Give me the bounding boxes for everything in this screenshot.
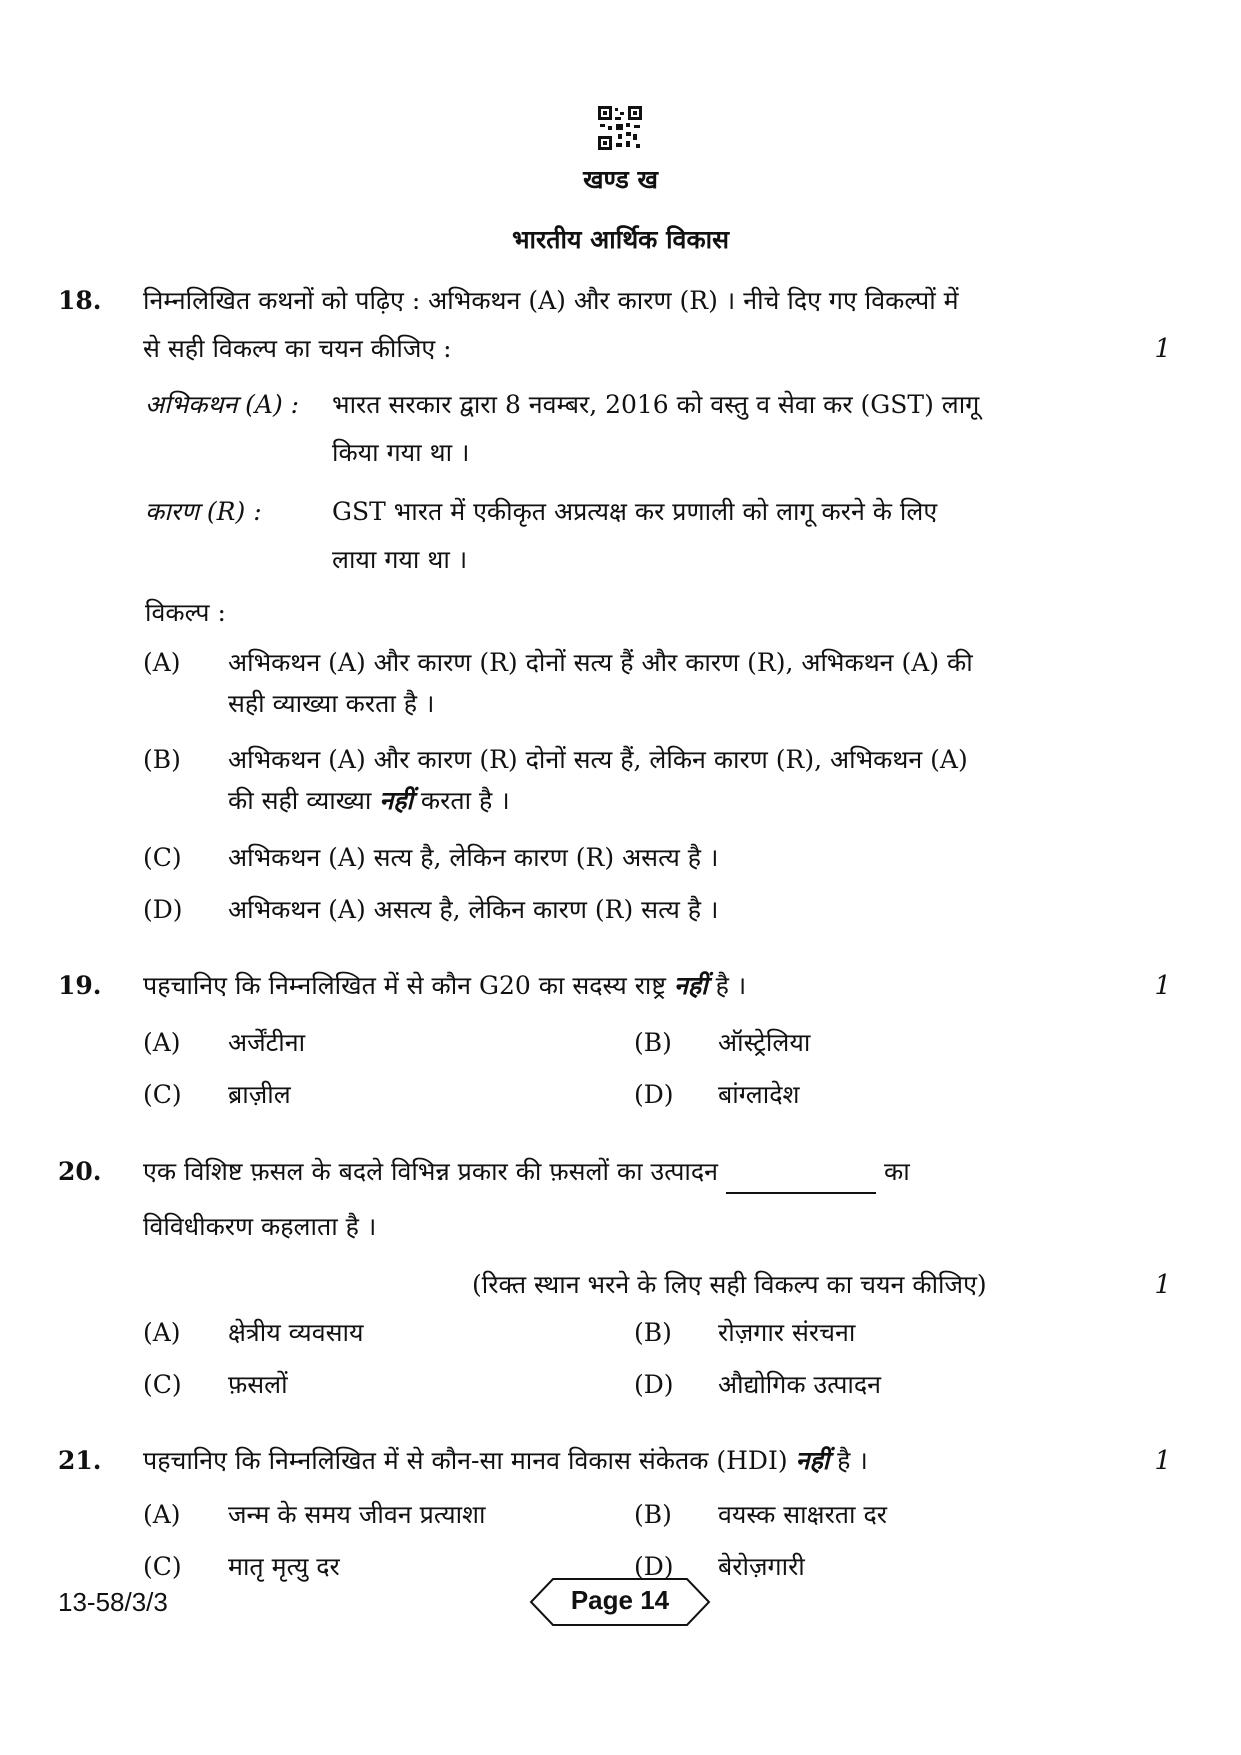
marks: 1: [1154, 1446, 1171, 1476]
question-stem-line1: [143, 1150, 1123, 1194]
question-stem-post: है ।: [837, 1446, 868, 1475]
assertion-label: अभिकथन (A) :: [145, 390, 300, 419]
question-number: 19.: [58, 971, 102, 1000]
fill-blank: [726, 1162, 876, 1194]
option-text: मातृ मृत्यु दर: [228, 1552, 340, 1581]
option-label: (A): [143, 648, 181, 677]
question-number: 21.: [58, 1446, 102, 1475]
option-text-line1: अभिकथन (A) असत्य है, लेकिन कारण (R) सत्य है ।: [228, 895, 719, 924]
option-label: (D): [634, 1552, 674, 1581]
option-text: औद्योगिक उत्पादन: [718, 1370, 882, 1399]
option-text-line1: अभिकथन (A) सत्य है, लेकिन कारण (R) असत्य है ।: [228, 843, 719, 872]
option-text: बेरोज़गारी: [718, 1552, 805, 1581]
option-text: रोज़गार संरचना: [718, 1318, 856, 1347]
option-text-line2: [228, 781, 510, 821]
qr-code-icon: [598, 106, 642, 150]
option-label: (C): [143, 843, 182, 872]
question-stem: [143, 964, 1123, 1008]
option-label: (D): [634, 1370, 674, 1399]
subject-title: भारतीय आर्थिक विकास: [511, 225, 730, 254]
page-number: Page 14: [570, 1585, 670, 1615]
option-text-line1: अभिकथन (A) और कारण (R) दोनों सत्य हैं और कारण (R), अभिकथन (A) की: [228, 648, 973, 677]
option-text: वयस्क साक्षरता दर: [718, 1500, 887, 1529]
option-text: ऑस्ट्रेलिया: [718, 1028, 811, 1057]
assertion-line2: किया गया था ।: [332, 438, 470, 467]
question-stem-line2: विविधीकरण कहलाता है ।: [143, 1212, 377, 1241]
question-stem-pre: पहचानिए कि निम्नलिखित में से कौन-सा मानव विकास संकेतक (HDI): [143, 1446, 788, 1475]
question-number: 20.: [58, 1157, 102, 1186]
option-label: (A): [143, 1318, 181, 1347]
reason-label: कारण (R) :: [145, 497, 262, 526]
option-text: फ़सलों: [228, 1370, 288, 1399]
instruction: (रिक्त स्थान भरने के लिए सही विकल्प का चयन कीजिए): [472, 1270, 987, 1299]
question-stem-post: का: [884, 1157, 910, 1186]
option-label: (B): [634, 1028, 672, 1057]
reason-line2: लाया गया था ।: [332, 545, 468, 574]
question-stem-line2: से सही विकल्प का चयन कीजिए :: [143, 334, 452, 363]
option-label: (B): [634, 1318, 672, 1347]
option-label: (D): [143, 895, 183, 924]
question-stem-pre: पहचानिए कि निम्नलिखित में से कौन G20 का सदस्य राष्ट्र: [143, 971, 667, 1000]
marks: 1: [1154, 334, 1171, 364]
option-label: (D): [634, 1080, 674, 1109]
option-text-line1: अभिकथन (A) और कारण (R) दोनों सत्य हैं, लेकिन कारण (R), अभिकथन (A): [228, 745, 968, 774]
option-label: (C): [143, 1552, 182, 1581]
question-stem: [143, 1439, 1123, 1483]
option-label: (A): [143, 1500, 181, 1529]
question-stem-line1: निम्नलिखित कथनों को पढ़िए : अभिकथन (A) और कारण (R) । नीचे दिए गए विकल्पों में: [143, 286, 959, 315]
option-text: ब्राज़ील: [228, 1080, 291, 1109]
emphasis-not: नहीं: [379, 786, 413, 815]
question-number: 18.: [58, 286, 102, 315]
option-text: क्षेत्रीय व्यवसाय: [228, 1318, 364, 1347]
option-text: जन्म के समय जीवन प्रत्याशा: [228, 1500, 486, 1529]
options-heading: विकल्प :: [145, 598, 226, 627]
option-label: (B): [143, 745, 181, 774]
option-label: (A): [143, 1028, 181, 1057]
marks: 1: [1154, 1270, 1171, 1300]
question-stem-pre: एक विशिष्ट फ़सल के बदले विभिन्न प्रकार की फ़सलों का उत्पादन: [143, 1157, 719, 1186]
emphasis-not: नहीं: [795, 1446, 830, 1475]
option-label: (C): [143, 1080, 182, 1109]
reason-line1: GST भारत में एकीकृत अप्रत्यक्ष कर प्रणाली को लागू करने के लिए: [332, 497, 938, 526]
option-label: (C): [143, 1370, 182, 1399]
option-text: अर्जेंटीना: [228, 1028, 306, 1057]
option-text: बांग्लादेश: [718, 1080, 800, 1109]
paper-code: 13-58/3/3: [58, 1587, 168, 1617]
section-label: खण्ड ख: [583, 165, 658, 194]
marks: 1: [1154, 971, 1171, 1001]
option-text-pre: की सही व्याख्या: [228, 786, 372, 815]
option-label: (B): [634, 1500, 672, 1529]
emphasis-not: नहीं: [673, 971, 708, 1000]
question-stem-post: है ।: [715, 971, 747, 1000]
option-text-post: करता है ।: [420, 786, 510, 815]
option-text-line2: सही व्याख्या करता है ।: [228, 689, 435, 718]
assertion-line1: भारत सरकार द्वारा 8 नवम्बर, 2016 को वस्तु व सेवा कर (GST) लागू: [332, 390, 980, 419]
